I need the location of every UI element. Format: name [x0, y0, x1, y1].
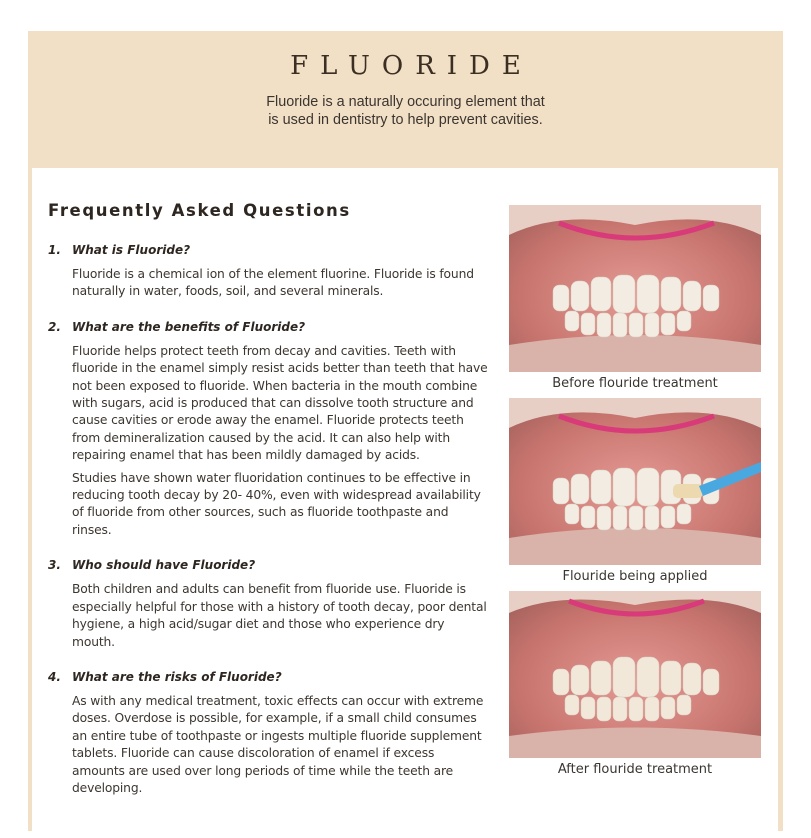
photo-caption: Flouride being applied	[562, 569, 708, 584]
photo-before	[509, 205, 761, 398]
faq-question: What are the risks of Fluoride?	[72, 669, 282, 684]
page-title: FLUORIDE	[290, 51, 533, 81]
hero-subtitle-line-2: is used in dentistry to help prevent cavities.	[268, 111, 543, 128]
faq-item-2	[48, 320, 488, 539]
faq-number: 2.	[48, 319, 61, 334]
photo-caption: After flouride treatment	[557, 762, 713, 777]
teeth-image	[509, 591, 761, 758]
faq-answer: Fluoride helps protect teeth from decay and cavities. Teeth with fluoride in the enamel simply resist acids better than teeth that have not been exposed to fluoride. When bacteria in the mouth combine with sugars, acid is produced that can dissolve tooth structure and cause cavities or erode away the enamel. Fluoride protects teeth from demineralization caused by the acid. It can also help with repairing enamel that has been mildly damaged by acids.	[72, 343, 488, 463]
faq-answer: Fluoride is a chemical ion of the element fluorine. Fluoride is found naturally in water, foods, soil, and several minerals.	[72, 267, 474, 299]
teeth-image	[509, 398, 761, 565]
photo-gallery	[509, 205, 761, 784]
faq-question: What is Fluoride?	[72, 243, 191, 257]
photo-applying	[509, 398, 761, 591]
faq-heading: Frequently Asked Questions	[48, 201, 351, 220]
faq-item-4	[48, 670, 488, 797]
hero-subtitle	[43, 93, 768, 129]
hero-subtitle-line-1: Fluoride is a naturally occuring element that	[266, 93, 545, 110]
faq-answer: As with any medical treatment, toxic effects can occur with extreme doses. Overdose is possible, for example, if a small child consumes an entire tube of toothpaste or ingests multiple fluoride supplement tablets. Fluoride can cause discoloration of enamel if excess amounts are used over long periods of time while the teeth are developing.	[72, 693, 484, 795]
teeth-image	[509, 205, 761, 372]
photo-after	[509, 591, 761, 784]
photo-caption: Before flouride treatment	[552, 376, 718, 391]
teeth-photo-after	[509, 591, 761, 758]
hero-banner	[28, 31, 783, 168]
teeth-photo-before	[509, 205, 761, 372]
faq-answer: Both children and adults can benefit from fluoride use. Fluoride is especially helpful for those with a history of tooth decay, poor dental hygiene, a high acid/sugar diet and those who experience dry mouth.	[72, 582, 487, 649]
page-frame	[28, 31, 783, 831]
content-panel	[32, 168, 778, 838]
faq-number: 3.	[48, 558, 61, 573]
faq-item-1	[48, 243, 488, 301]
faq-answer: Studies have shown water fluoridation continues to be effective in reducing tooth decay by 20- 40%, even with widespread availability of fluoride from other sources, such as fluoride toothpaste and rinses.	[72, 470, 481, 537]
faq-question: What are the benefits of Fluoride?	[72, 319, 306, 334]
faq-item-3	[48, 558, 488, 651]
faq-number: 1.	[48, 243, 61, 257]
faq-question: Who should have Fluoride?	[72, 558, 256, 573]
faq-section	[48, 201, 488, 797]
faq-number: 4.	[48, 669, 61, 684]
teeth-photo-applying	[509, 398, 761, 565]
